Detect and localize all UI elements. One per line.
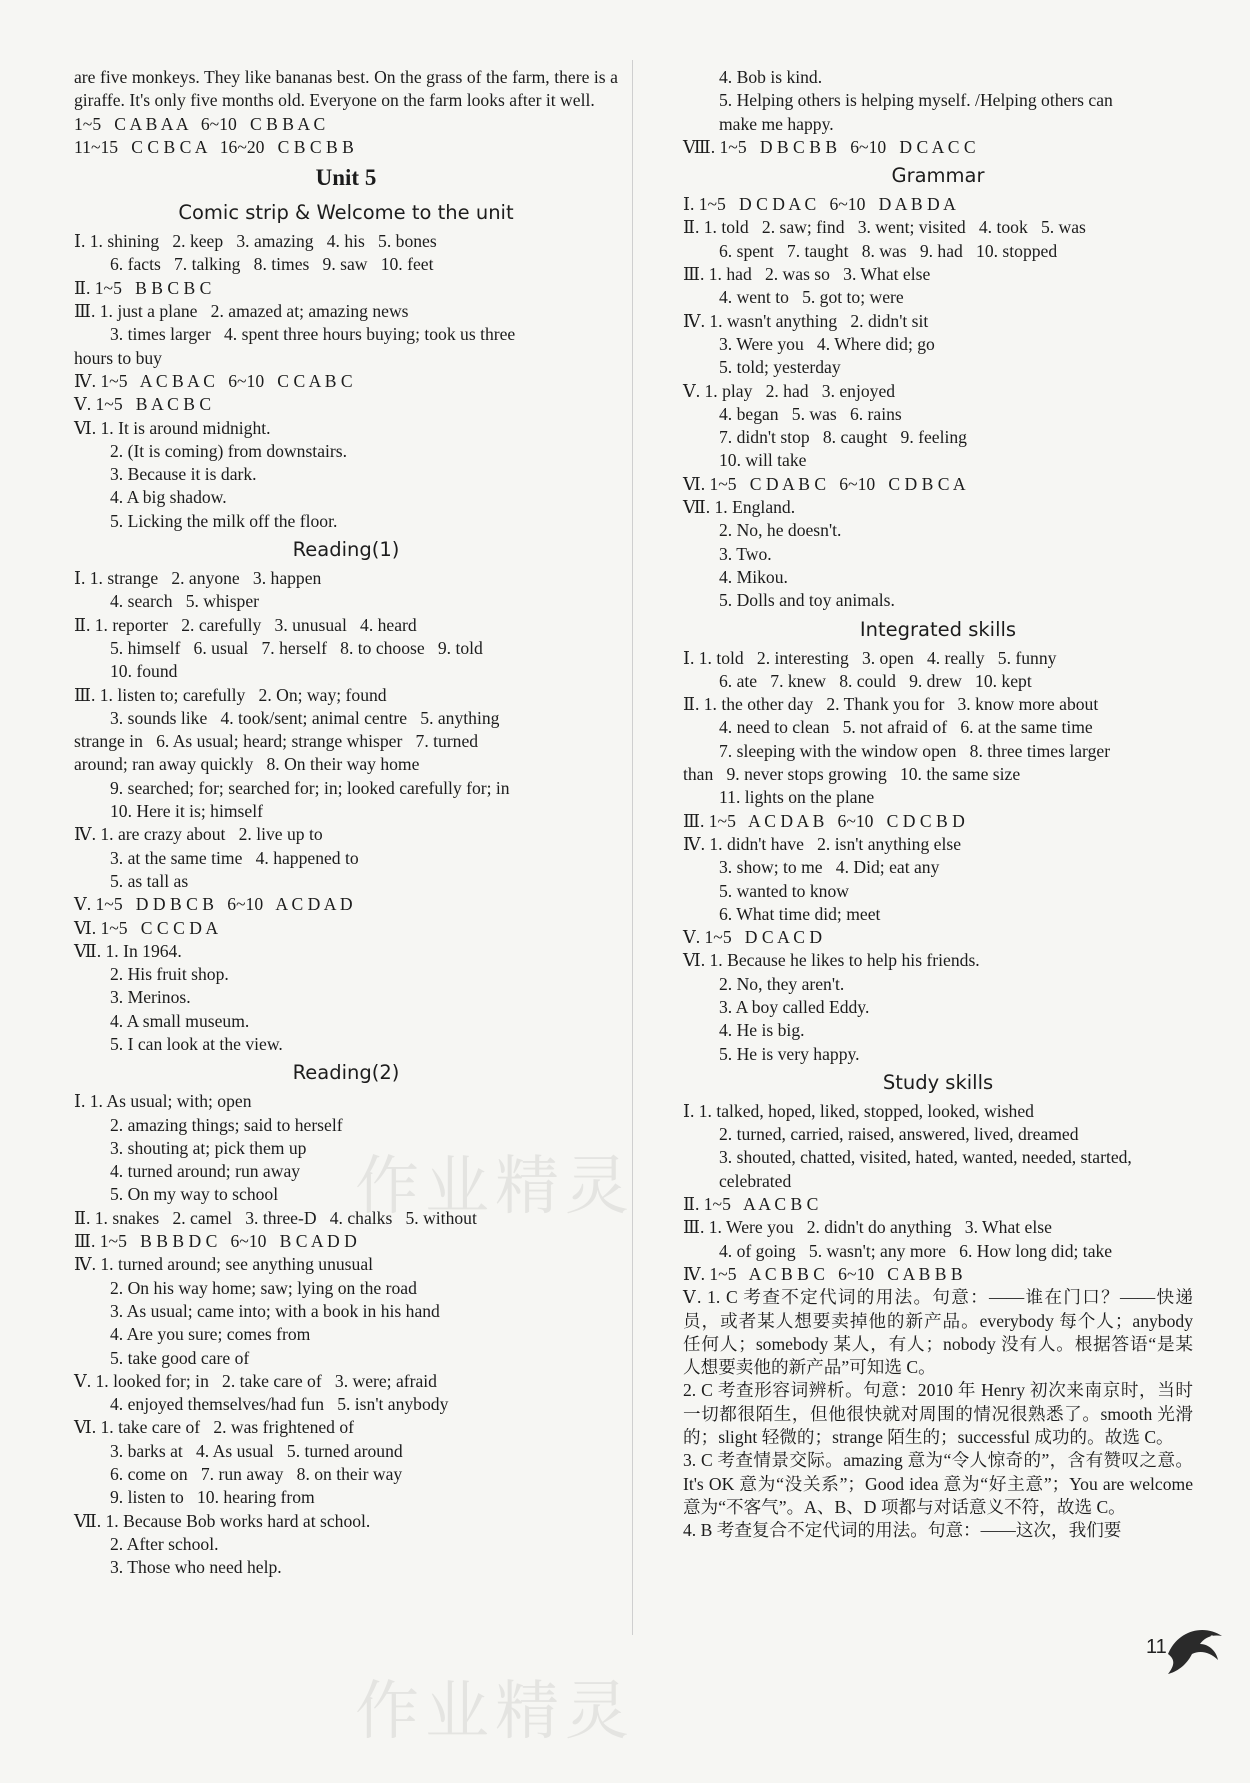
answer-line: 4. turned around; run away xyxy=(110,1161,301,1182)
answer-line: 1~5 C A B A A 6~10 C B B A C xyxy=(74,113,326,134)
answer-line: 3. Merinos. xyxy=(110,987,191,1008)
answer-line: 4. Are you sure; comes from xyxy=(110,1324,311,1345)
answer-line: Ⅱ. 1. the other day 2. Thank you for 3. know more about xyxy=(683,694,1099,715)
answer-line: 7. sleeping with the window open 8. three times larger xyxy=(719,740,1111,761)
answer-line: Ⅱ. 1~5 B B C B C xyxy=(74,277,212,298)
answer-line: Ⅰ. 1. strange 2. anyone 3. happen xyxy=(74,568,322,589)
answer-line: 9. searched; for; searched for; in; looked carefully for; in xyxy=(110,777,510,798)
answer-line: 3. Those who need help. xyxy=(110,1557,282,1578)
answer-line: 3. shouted, chatted, visited, hated, wanted, needed, started, xyxy=(719,1147,1132,1168)
answer-line: Ⅲ. 1. listen to; carefully 2. On; way; found xyxy=(74,684,387,705)
answer-line: Ⅲ. 1~5 B B B D C 6~10 B C A D D xyxy=(74,1231,357,1252)
answer-line: 5. Dolls and toy animals. xyxy=(719,590,895,611)
answer-line: Ⅰ. 1. As usual; with; open xyxy=(74,1091,252,1112)
answer-line: 6. spent 7. taught 8. was 9. had 10. stopped xyxy=(719,240,1058,261)
answer-line: 7. didn't stop 8. caught 9. feeling xyxy=(719,427,967,448)
answer-line: celebrated xyxy=(719,1170,792,1191)
answer-line: Ⅴ. 1~5 D D B C B 6~10 A C D A D xyxy=(74,894,353,915)
answer-line: Ⅳ. 1~5 A C B A C 6~10 C C A B C xyxy=(74,370,353,391)
answer-line: Ⅰ. 1. shining 2. keep 3. amazing 4. his 5. bones xyxy=(74,231,437,252)
answer-line: 2. amazing things; said to herself xyxy=(110,1114,343,1135)
answer-line: strange in 6. As usual; heard; strange whisper 7. turned xyxy=(74,731,479,752)
answer-line: Ⅳ. 1. didn't have 2. isn't anything else xyxy=(683,833,962,854)
watermark-bottom: 作业精灵 xyxy=(355,1675,635,1749)
answer-line: Ⅳ. 1. wasn't anything 2. didn't sit xyxy=(683,310,929,331)
answer-line: Ⅵ. 1. It is around midnight. xyxy=(74,417,271,438)
section-heading: Integrated skills xyxy=(859,617,1017,641)
answer-line: 2. turned, carried, raised, answered, lived, dreamed xyxy=(719,1124,1079,1145)
answer-line: 5. Licking the milk off the floor. xyxy=(110,510,338,531)
answer-line: 3. Were you 4. Where did; go xyxy=(719,333,935,354)
answer-line: 11~15 C C B C A 16~20 C B C B B xyxy=(74,136,354,157)
answer-line: 4. Bob is kind. xyxy=(719,67,823,87)
answer-line: 5. take good care of xyxy=(110,1347,250,1368)
answer-line: 9. listen to 10. hearing from xyxy=(110,1487,315,1508)
answer-line: than 9. never stops growing 10. the same size xyxy=(683,764,1021,785)
page-number: 11 xyxy=(1146,1636,1167,1658)
answer-line: Ⅰ. 1. talked, hoped, liked, stopped, looked, wished xyxy=(683,1100,1034,1121)
answer-line: Ⅰ. 1~5 D C D A C 6~10 D A B D A xyxy=(683,194,956,215)
answer-line: 2. After school. xyxy=(110,1533,219,1554)
answer-line: hours to buy xyxy=(74,347,162,368)
answer-line: 6. facts 7. talking 8. times 9. saw 10. feet xyxy=(110,254,434,275)
section-heading: Reading(2) xyxy=(292,1061,400,1085)
answer-line: Ⅶ. 1. England. xyxy=(683,497,796,518)
answer-line: around; ran away quickly 8. On their way home xyxy=(74,754,420,775)
section-heading: Reading(1) xyxy=(292,538,400,562)
answer-line: 5. himself 6. usual 7. herself 8. to choose 9. told xyxy=(110,637,483,658)
section-heading: Grammar xyxy=(891,164,985,188)
answer-line: Ⅳ. 1~5 A C B B C 6~10 C A B B B xyxy=(683,1263,963,1284)
answer-line: 5. Helping others is helping myself. /Helping others can xyxy=(719,90,1113,111)
answer-line: 3. show; to me 4. Did; eat any xyxy=(719,857,940,878)
answer-line: Ⅴ. 1. looked for; in 2. take care of 3. were; afraid xyxy=(74,1370,437,1391)
answer-line: 3. Because it is dark. xyxy=(110,464,257,485)
answer-line: 10. found xyxy=(110,661,178,682)
answer-line: Ⅰ. 1. told 2. interesting 3. open 4. really 5. funny xyxy=(683,647,1057,668)
answer-line: 3. shouting at; pick them up xyxy=(110,1137,307,1158)
answer-line: Ⅲ. 1. just a plane 2. amazed at; amazing news xyxy=(74,301,409,322)
answer-line: 3. times larger 4. spent three hours buying; took us three xyxy=(110,324,516,345)
answer-line: Ⅳ. 1. are crazy about 2. live up to xyxy=(74,824,323,845)
answer-line: 4. Mikou. xyxy=(719,566,788,587)
answer-line: Ⅱ. 1. snakes 2. camel 3. three-D 4. chalks 5. without xyxy=(74,1207,477,1228)
column-divider xyxy=(632,60,633,1635)
answer-line: 5. I can look at the view. xyxy=(110,1033,283,1054)
answer-line: 4. of going 5. wasn't; any more 6. How long did; take xyxy=(719,1240,1113,1261)
answer-line: 5. told; yesterday xyxy=(719,357,841,378)
answer-line: 10. Here it is; himself xyxy=(110,801,263,822)
answer-line: 10. will take xyxy=(719,450,807,471)
answer-line: 5. wanted to know xyxy=(719,880,849,901)
answer-line: 5. On my way to school xyxy=(110,1184,279,1205)
answer-line: Ⅱ. 1. reporter 2. carefully 3. unusual 4. heard xyxy=(74,614,417,635)
dolphin-logo-icon xyxy=(1160,1620,1230,1680)
answer-line: Ⅴ. 1. play 2. had 3. enjoyed xyxy=(683,380,896,401)
answer-line: 3. As usual; came into; with a book in his hand xyxy=(110,1300,440,1321)
answer-line: 2. No, he doesn't. xyxy=(719,520,842,541)
answer-line: Ⅴ. 1~5 B A C B C xyxy=(74,394,212,415)
left-column xyxy=(74,66,618,1580)
answer-line: 6. What time did; meet xyxy=(719,903,881,924)
answer-line: are five monkeys. They like bananas best. On the grass of the farm, there is a giraffe. It's only five months old. Everyone on the farm looks after it well. xyxy=(74,67,618,111)
answer-line: Ⅲ. 1. Were you 2. didn't do anything 3. What else xyxy=(683,1217,1052,1238)
unit-title: Unit 5 xyxy=(315,165,377,191)
answer-line: Ⅲ. 1. had 2. was so 3. What else xyxy=(683,264,931,285)
section-heading: Comic strip & Welcome to the unit xyxy=(178,201,514,225)
answer-line: Ⅵ. 1. Because he likes to help his friends. xyxy=(683,950,980,971)
answer-line: 5. as tall as xyxy=(110,870,189,891)
answer-line: 3. A boy called Eddy. xyxy=(719,996,870,1017)
answer-line: make me happy. xyxy=(719,113,834,134)
watermark: 作业精灵 xyxy=(355,1150,635,1224)
answer-line: 2. His fruit shop. xyxy=(110,964,229,985)
answer-line: Ⅱ. 1~5 A A C B C xyxy=(683,1194,819,1215)
answer-line: 2. C 考查形容词辨析。句意：2010 年 Henry 初次来南京时，当时一切都很陌生，但他很快就对周围的情况很熟悉了。smooth 光滑的；slight 轻微的；strange 陌生的；successful 成功的。故选 C。 xyxy=(683,1380,1193,1448)
right-column xyxy=(683,66,1193,1543)
answer-line: Ⅵ. 1~5 C C C D A xyxy=(74,917,219,938)
answer-line: Ⅳ. 1. turned around; see anything unusual xyxy=(74,1254,374,1275)
answer-line: 3. Two. xyxy=(719,543,772,564)
answer-line: 2. (It is coming) from downstairs. xyxy=(110,440,347,461)
answer-line: Ⅵ. 1~5 C D A B C 6~10 C D B C A xyxy=(683,473,966,494)
answer-line: 4. He is big. xyxy=(719,1020,805,1041)
answer-line: Ⅴ. 1~5 D C A C D xyxy=(683,927,823,948)
answer-line: 3. sounds like 4. took/sent; animal centre 5. anything xyxy=(110,707,500,728)
answer-line: 3. barks at 4. As usual 5. turned around xyxy=(110,1440,403,1461)
answer-line: 4. need to clean 5. not afraid of 6. at the same time xyxy=(719,717,1093,738)
answer-line: Ⅱ. 1. told 2. saw; find 3. went; visited 4. took 5. was xyxy=(683,217,1086,238)
answer-line: Ⅵ. 1. take care of 2. was frightened of xyxy=(74,1417,355,1438)
section-heading: Study skills xyxy=(882,1070,994,1094)
answer-line: 3. at the same time 4. happened to xyxy=(110,847,359,868)
answer-line: 4. A big shadow. xyxy=(110,487,227,508)
answer-line: 11. lights on the plane xyxy=(719,787,875,808)
answer-line: 2. No, they aren't. xyxy=(719,973,845,994)
answer-line: 4. search 5. whisper xyxy=(110,591,260,612)
answer-line: 4. enjoyed themselves/had fun 5. isn't anybody xyxy=(110,1394,449,1415)
answer-line: Ⅲ. 1~5 A C D A B 6~10 C D C B D xyxy=(683,810,965,831)
answer-line: 6. ate 7. knew 8. could 9. drew 10. kept xyxy=(719,670,1032,691)
answer-line: Ⅴ. 1. C 考查不定代词的用法。句意：——谁在门口？——快递员，或者某人想要卖掉他的新产品。everybody 每个人；anybody 任何人；somebody 某人，有人；nobody 没有人。根据答语“是某人想要卖他的新产品”可知选 C。 xyxy=(683,1287,1193,1378)
answer-line: Ⅶ. 1. Because Bob works hard at school. xyxy=(74,1510,371,1531)
answer-line: 4. went to 5. got to; were xyxy=(719,287,904,308)
answer-line: 3. C 考查情景交际。amazing 意为“令人惊奇的”，含有赞叹之意。It's OK 意为“没关系”；Good idea 意为“好主意”；You are welcome 意为“不客气”。A、B、D 项都与对话意义不符，故选 C。 xyxy=(683,1450,1193,1517)
answer-line: 2. On his way home; saw; lying on the road xyxy=(110,1277,417,1298)
answer-line: Ⅷ. 1~5 D B C B B 6~10 D C A C C xyxy=(683,136,976,157)
answer-line: 6. come on 7. run away 8. on their way xyxy=(110,1464,403,1485)
answer-line: Ⅶ. 1. In 1964. xyxy=(74,940,182,961)
answer-line: 4. began 5. was 6. rains xyxy=(719,403,902,424)
answer-line: 4. B 考查复合不定代词的用法。句意：——这次，我们要 xyxy=(683,1520,1122,1541)
answer-line: 5. He is very happy. xyxy=(719,1043,860,1064)
answer-line: 4. A small museum. xyxy=(110,1010,250,1031)
